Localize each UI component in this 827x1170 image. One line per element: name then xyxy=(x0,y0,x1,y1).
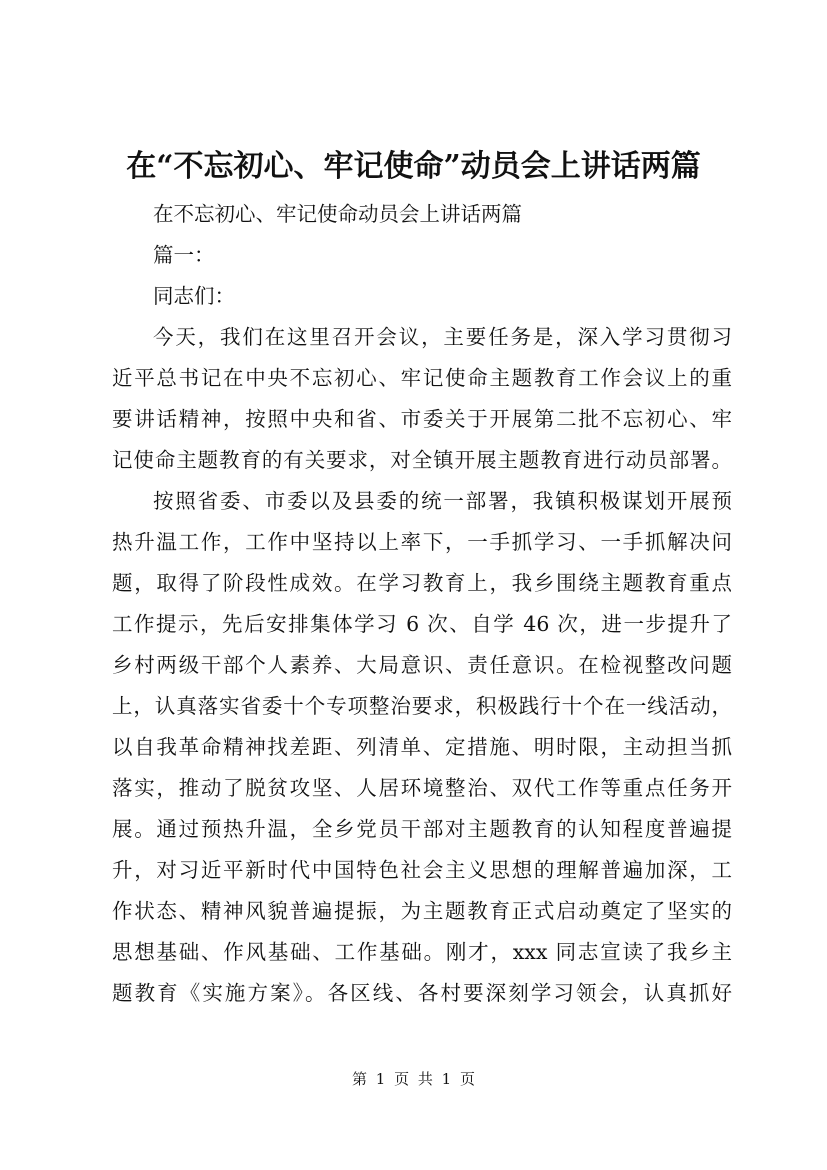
paragraph-line: 工作提示，先后安排集体学习 6 次、自学 46 次，进一步提升了 xyxy=(112,612,732,636)
paragraph-line: 今天，我们在这里召开会议，主要任务是，深入学习贯彻习 xyxy=(153,325,732,349)
salutation: 同志们： xyxy=(153,284,235,308)
paragraph-line: 落实，推动了脱贫攻坚、人居环境整治、双代工作等重点任务开 xyxy=(112,776,732,800)
paragraph-line: 近平总书记在中央不忘初心、牢记使命主题教育工作会议上的重 xyxy=(112,366,732,390)
paragraph-1 xyxy=(112,317,732,481)
paragraph-line: 热升温工作，工作中坚持以上率下，一手抓学习、一手抓解决问 xyxy=(112,530,732,554)
paragraph-line: 上，认真落实省委十个专项整治要求，积极践行十个在一线活动， xyxy=(112,694,732,718)
page-footer: 第 1 页 共 1 页 xyxy=(352,1070,475,1088)
document-title: 在“不忘初心、牢记使命”动员会上讲话两篇 xyxy=(126,149,701,184)
paragraph-line: 按照省委、市委以及县委的统一部署，我镇积极谋划开展预 xyxy=(153,489,732,513)
paragraph-line: 升，对习近平新时代中国特色社会主义思想的理解普遍加深，工 xyxy=(112,858,732,882)
paragraph-line: 题，取得了阶段性成效。在学习教育上，我乡围绕主题教育重点 xyxy=(112,571,732,595)
document-subtitle: 在不忘初心、牢记使命动员会上讲话两篇 xyxy=(153,202,522,226)
paragraph-line: 要讲话精神，按照中央和省、市委关于开展第二批不忘初心、牢 xyxy=(112,407,732,431)
paragraph-line: 思想基础、作风基础、工作基础。刚才，xxx 同志宣读了我乡主 xyxy=(112,940,732,964)
paragraph-line: 作状态、精神风貌普遍提振，为主题教育正式启动奠定了坚实的 xyxy=(112,899,732,923)
paragraph-line: 以自我革命精神找差距、列清单、定措施、明时限，主动担当抓 xyxy=(112,735,732,759)
document-body xyxy=(112,194,732,1014)
paragraph-line: 乡村两级干部个人素养、大局意识、责任意识。在检视整改问题 xyxy=(112,653,732,677)
paragraph-2 xyxy=(112,481,732,1014)
part-label: 篇一： xyxy=(153,243,215,267)
paragraph-line: 记使命主题教育的有关要求，对全镇开展主题教育进行动员部署。 xyxy=(112,448,732,472)
paragraph-line: 题教育《实施方案》。各区线、各村要深刻学习领会，认真抓好 xyxy=(112,981,732,1005)
paragraph-line: 展。通过预热升温，全乡党员干部对主题教育的认知程度普遍提 xyxy=(112,817,732,841)
